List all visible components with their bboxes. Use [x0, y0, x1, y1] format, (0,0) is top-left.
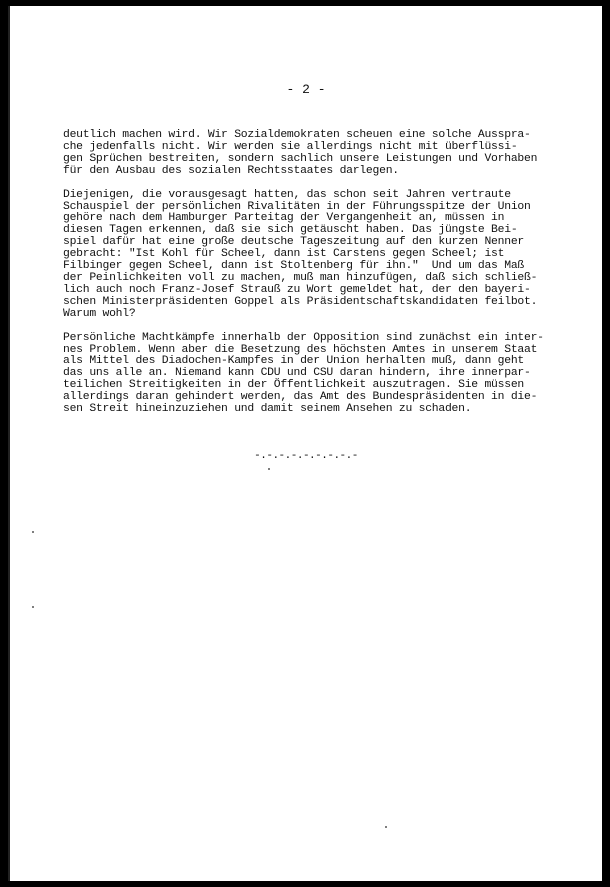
text-line: Persönliche Machtkämpfe innerhalb der Opposition sind zunächst ein inter- [63, 331, 544, 344]
text-line: sen Streit hineinzuziehen und damit seinem Ansehen zu schaden. [63, 403, 472, 416]
text-line: diesen Tagen erkennen, daß sie sich getäuscht haben. Das jüngste Bei- [63, 224, 518, 237]
text-line: deutlich machen wird. Wir Sozialdemokraten scheuen eine solche Ausspra- [63, 129, 531, 141]
text-line: für den Ausbau des sozialen Rechtsstaates darlegen. [63, 164, 399, 177]
section-separator: -.-.-.-.-.-.-.-.- [254, 450, 358, 462]
text-line: der Peinlichkeiten voll zu machen, muß man hinzufügen, daß sich schließ- [63, 271, 538, 284]
paragraph-3 [63, 333, 593, 416]
scan-speck [268, 468, 270, 470]
text-line: als Mittel des Diadochen-Kampfes in der Union herhalten muß, dann geht [63, 355, 524, 368]
text-line: teilichen Streitigkeiten in der Öffentlichkeit auszutragen. Sie müssen [63, 379, 524, 392]
text-line: gehöre nach dem Hamburger Parteitag der Vergangenheit an, müssen in [63, 212, 505, 225]
document-page [8, 6, 602, 881]
paragraph-2 [63, 190, 593, 321]
text-line: das uns alle an. Niemand kann CDU und CSU daran hindern, ihre innerpar- [63, 367, 531, 380]
text-line: che jedenfalls nicht. Wir werden sie allerdings nicht mit überflüssi- [63, 140, 518, 153]
scan-speck [32, 606, 34, 608]
text-line: Diejenigen, die vorausgesagt hatten, das schon seit Jahren vertraute [63, 188, 511, 201]
text-line: Warum wohl? [63, 307, 136, 320]
text-line: Schauspiel der persönlichen Rivalitäten in der Führungsspitze der Union [63, 200, 531, 213]
text-line: spiel dafür hat eine große deutsche Tageszeitung auf den kurzen Nenner [63, 236, 524, 249]
text-line: Filbinger gegen Scheel, dann ist Stoltenberg für ihn." Und um das Maß [63, 260, 524, 273]
text-line: gen Sprüchen bestreiten, sondern sachlich unsere Leistungen und Vorhaben [63, 152, 538, 165]
paragraph-1 [63, 130, 593, 178]
page-number: - 2 - [286, 82, 326, 97]
scan-speck [385, 826, 387, 828]
text-line: allerdings daran gehindert werden, das Amt des Bundespräsidenten in die- [63, 391, 538, 404]
text-line: nes Problem. Wenn aber die Besetzung des höchsten Amtes in unserem Staat [63, 343, 538, 356]
text-line: schen Ministerpräsidenten Goppel als Präsidentschaftskandidaten feilbot. [63, 295, 538, 308]
scan-speck [32, 531, 34, 533]
body-text [63, 130, 593, 428]
text-line: gebracht: "Ist Kohl für Scheel, dann ist Carstens gegen Scheel; ist [63, 248, 505, 261]
text-line: lich auch noch Franz-Josef Strauß zu Wort gemeldet hat, der den bayeri- [63, 283, 531, 296]
